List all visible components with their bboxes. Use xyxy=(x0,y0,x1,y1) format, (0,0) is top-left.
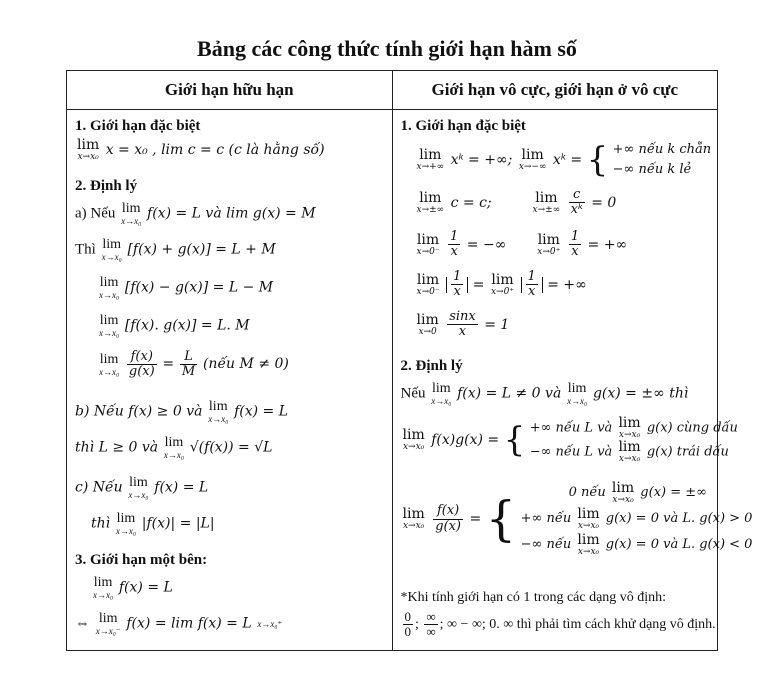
sinx-limit-line: lim x→0 $\frac{\sin x}{x}$ = 1 xyxy=(416,309,510,340)
quotient-infinite-line: lim x→x₀ $\frac{f(x)}{g(x)}$ = { 0 nếu lim x→x₀ g(x) = ±∞ +∞ nếu lim x→x₀ g(x) = 0 và L. g(x) > 0 −∞ nếu lim x→x₀ g(x) = 0 và L. g(x) < 0 xyxy=(402,479,753,557)
right-heading-special: 1. Giới hạn đặc biệt xyxy=(400,118,526,134)
quotient-rule-line: lim x→x₀ $\frac{f(x)}{g(x)}$ = $\frac{L}{M}$ (nếu M ≠ 0) xyxy=(99,349,289,380)
power-limit-line: lim x→+∞ xᵏ = +∞; lim x→−∞ xᵏ = { +∞ nếu k chẵn −∞ nếu k lẻ xyxy=(416,140,712,180)
product-rule-line: lim x→x₀ [f(x). g(x)] = L. M xyxy=(99,313,250,338)
left-heading-one-sided: 3. Giới hạn một bên: xyxy=(75,552,208,568)
formula-table xyxy=(66,70,753,651)
right-column xyxy=(393,110,753,650)
theorem-condition-line: Nếu lim x→x₀ f(x) = L ≠ 0 và lim x→x₀ g(x) = ±∞ thì xyxy=(400,381,689,406)
reciprocal-limit-line: lim x→0⁻ $\frac{1}{x}$ = −∞ lim x→0⁺ $\frac{1}{x}$ = +∞ xyxy=(416,229,628,260)
page-title: Bảng các công thức tính giới hạn hàm số xyxy=(197,36,577,61)
indeterminate-note: *Khi tính giới hạn có 1 trong các dạng vô định: xyxy=(400,590,667,605)
left-heading-theorem: 2. Định lý xyxy=(75,178,138,194)
sum-rule-line: Thì lim x→x₀ [f(x) + g(x)] = L + M xyxy=(75,237,276,262)
header-infinite-limits: Giới hạn vô cực, giới hạn ở vô cực xyxy=(392,71,718,110)
constant-limit-line: lim x→±∞ c = c; lim x→±∞ $\frac{c}{\text{xᵏ}}$ = 0 xyxy=(416,187,617,218)
left-column xyxy=(67,110,392,650)
one-sided-limit-line: lim x→x₀ f(x) = L xyxy=(93,575,173,600)
difference-rule-line: lim x→x₀ [f(x) − g(x)] = L − M xyxy=(99,275,274,300)
theorem-c-abs-line: thì lim x→x₀ |f(x)| = |L| xyxy=(91,511,215,536)
theorem-a-line: a) Nếu lim x→x₀ f(x) = L và lim g(x) = M xyxy=(75,201,316,226)
theorem-b-line: b) Nếu f(x) ≥ 0 và lim x→x₀ f(x) = L xyxy=(75,399,289,424)
one-sided-equivalence-line: ⇔ lim x→x₀⁻ f(x) = lim f(x) = L x→x₀⁺ xyxy=(75,611,283,636)
abs-reciprocal-limit-line: lim x→0⁻ $\frac{1}{x}$ = lim x→0⁺ $\frac{1}{x}$ = +∞ xyxy=(416,269,587,300)
header-finite-limits: Giới hạn hữu hạn xyxy=(67,71,393,110)
right-side-limit-subscript: x→x₀⁺ xyxy=(257,619,283,629)
product-infinite-line: lim x→x₀ f(x)g(x) = { +∞ nếu L và lim x→x₀ g(x) cùng dấu −∞ nếu L và lim x→x₀ g(x) trái dấu xyxy=(402,415,738,464)
theorem-c-line: c) Nếu lim x→x₀ f(x) = L xyxy=(75,475,209,500)
indeterminate-forms-line: $\frac{0}{0}$ ; $\frac{\infty}{\infty}$ ; ∞ − ∞; 0. ∞ thì phải tìm cách khử dạng vô định. xyxy=(404,609,716,640)
special-limits-line: lim x→x₀ x = x₀ , lim c = c (c là hằng số) xyxy=(77,137,325,162)
left-heading-special: 1. Giới hạn đặc biệt xyxy=(75,118,201,134)
right-heading-theorem: 2. Định lý xyxy=(400,358,463,374)
theorem-b-sqrt-line: thì L ≥ 0 và lim x→x₀ √(f(x)) = √L xyxy=(75,435,273,460)
